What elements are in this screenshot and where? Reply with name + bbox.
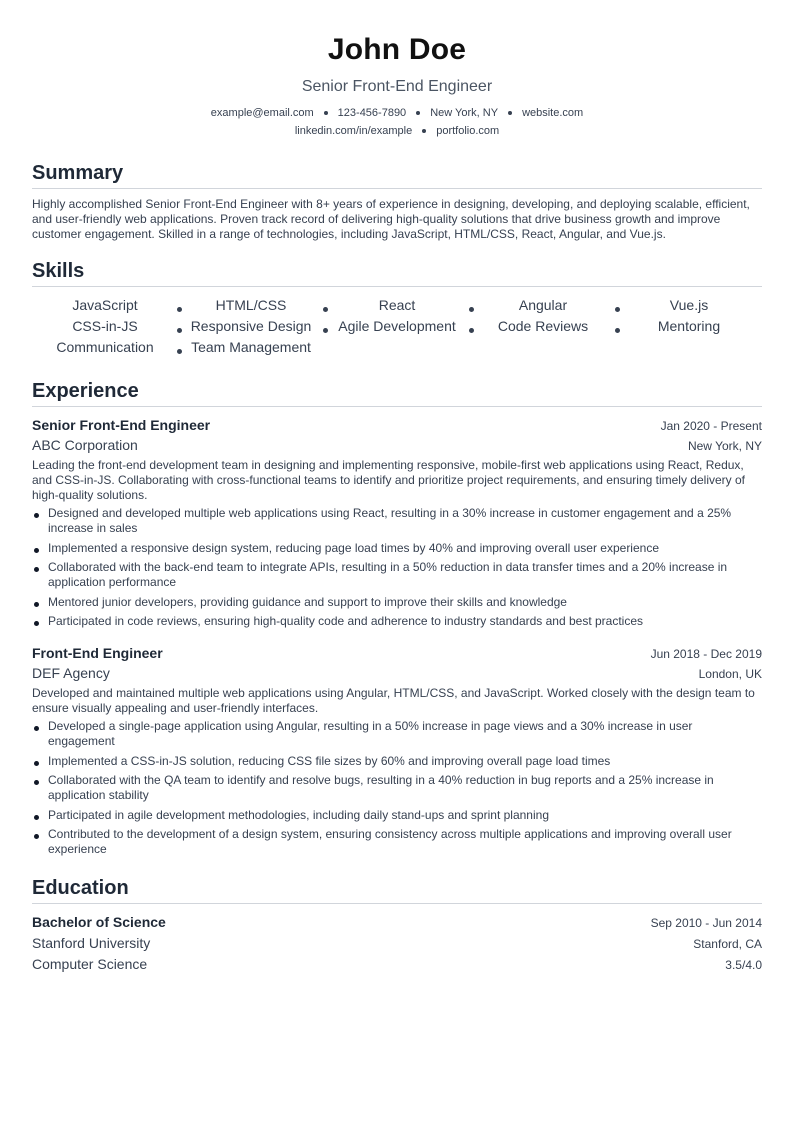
job-description: Leading the front-end development team in designing and implementing responsive, mobile-first web applications using React, Redux, and CSS-in-JS. Collaborating with cross-functional teams to identify and prioritize project requirements, and ensuring timely delivery of high-quality solutions. — [32, 458, 745, 502]
skill-item — [470, 316, 616, 337]
skill-item — [32, 295, 178, 316]
separator-dot — [416, 111, 420, 115]
education-field: Computer Science — [32, 956, 148, 972]
list-item — [32, 614, 762, 629]
contact-linkedin[interactable]: linkedin.com/in/example — [294, 125, 413, 137]
job-dates: Jan 2020 - Present — [660, 419, 762, 433]
resume-header — [32, 0, 762, 140]
skill-item — [178, 337, 324, 358]
contact-phone[interactable]: 123-456-7890 — [337, 107, 407, 119]
skill-item — [178, 295, 324, 316]
skill-label: Agile Development — [338, 318, 456, 334]
list-item — [32, 506, 762, 536]
skill-item — [324, 316, 470, 337]
achievement-text: Collaborated with the QA team to identify and resolve bugs, resulting in a 40% reduction in bug reports and a 25% increase in application stability — [48, 773, 714, 802]
bullet-dot — [34, 548, 39, 553]
education-section — [32, 875, 762, 975]
bullet-dot — [34, 513, 39, 518]
bullet-dot — [34, 761, 39, 766]
skills-heading: Skills — [32, 258, 762, 287]
job-achievements — [32, 506, 762, 629]
achievement-text: Designed and developed multiple web applications using React, resulting in a 30% increase in customer engagement and a 25% increase in sales — [48, 506, 732, 535]
contact-email[interactable]: example@email.com — [210, 107, 314, 119]
separator-dot — [508, 111, 512, 115]
skill-item — [616, 316, 762, 337]
skill-item — [32, 337, 178, 358]
job-header-row — [32, 643, 762, 663]
achievement-text: Implemented a responsive design system, reducing page load times by 40% and improving overall user experience — [48, 540, 659, 555]
skill-item — [324, 295, 470, 316]
achievement-text: Mentored junior developers, providing guidance and support to improve their skills and knowledge — [48, 594, 567, 609]
achievement-text: Collaborated with the back-end team to integrate APIs, resulting in a 50% reduction in data transfer times and a 20% increase in application performance — [48, 560, 728, 589]
contact-line-2 — [32, 122, 762, 140]
experience-section — [32, 378, 762, 857]
education-school: Stanford University — [32, 935, 151, 951]
skill-label: Code Reviews — [497, 318, 589, 334]
contact-website[interactable]: website.com — [522, 107, 584, 119]
job-company-row — [32, 663, 762, 684]
skill-label: Communication — [56, 339, 154, 355]
skill-item — [178, 316, 324, 337]
bullet-dot — [34, 815, 39, 820]
contact-location: New York, NY — [430, 107, 499, 119]
contact-info — [32, 104, 762, 140]
education-gpa: 3.5/4.0 — [725, 958, 762, 972]
summary-heading: Summary — [32, 160, 762, 189]
separator-dot — [422, 129, 426, 133]
job-role: Front-End Engineer — [32, 645, 163, 661]
skill-label: Team Management — [191, 339, 311, 355]
achievement-text: Contributed to the development of a design system, ensuring consistency across multiple applications and improving overall user experience — [48, 827, 732, 856]
achievement-text: Participated in code reviews, ensuring high-quality code and adherence to industry standards and best practices — [48, 614, 644, 628]
education-field-row — [32, 954, 762, 975]
job-description: Developed and maintained multiple web applications using Angular, HTML/CSS, and JavaScript. Worked closely with the design team to ensure visually appealing and user-friendly interfaces. — [32, 686, 755, 715]
bullet-dot — [34, 602, 39, 607]
skill-label: JavaScript — [72, 297, 138, 313]
education-school-row — [32, 933, 762, 954]
candidate-name: John Doe — [327, 33, 467, 66]
skills-grid — [32, 295, 762, 358]
list-item — [32, 719, 762, 749]
job-company: DEF Agency — [32, 665, 110, 681]
bullet-dot — [34, 780, 39, 785]
education-dates: Sep 2010 - Jun 2014 — [650, 916, 762, 930]
skill-label: React — [378, 297, 416, 313]
summary-text: Highly accomplished Senior Front-End Engineer with 8+ years of experience in designing, developing, and deploying scalable, efficient, and user-friendly web applications. Proven track record of delivering high-quality solutions that drive business growth and improve customer engagement. Skilled in a range of technologies, including JavaScript, HTML/CSS, React, Angular, and Vue.js. — [32, 197, 750, 241]
candidate-title: Senior Front-End Engineer — [301, 78, 493, 95]
list-item — [32, 773, 762, 803]
achievement-text: Implemented a CSS-in-JS solution, reducing CSS file sizes by 60% and improving overall page load times — [48, 753, 611, 768]
list-item — [32, 595, 762, 610]
skill-item — [470, 295, 616, 316]
bullet-dot — [34, 621, 39, 626]
list-item — [32, 560, 762, 590]
job-dates: Jun 2018 - Dec 2019 — [650, 647, 762, 661]
education-location: Stanford, CA — [693, 937, 762, 951]
job-achievements — [32, 719, 762, 857]
list-item — [32, 754, 762, 769]
job-location: New York, NY — [687, 439, 762, 453]
job-header-row — [32, 415, 762, 435]
skill-label: CSS-in-JS — [72, 318, 138, 334]
bullet-dot — [34, 834, 39, 839]
contact-line-1 — [32, 104, 762, 122]
skill-item — [616, 295, 762, 316]
job-company-row — [32, 435, 762, 456]
skill-item — [32, 316, 178, 337]
bullet-dot — [34, 567, 39, 572]
summary-section — [32, 160, 762, 242]
bullet-dot — [34, 726, 39, 731]
education-heading: Education — [32, 875, 762, 904]
job-entry — [32, 415, 762, 629]
separator-dot — [324, 111, 328, 115]
skill-label: Mentoring — [657, 318, 721, 334]
skill-label: Responsive Design — [190, 318, 312, 334]
achievement-text: Participated in agile development methodologies, including daily stand-ups and sprint planning — [48, 807, 549, 822]
job-location: London, UK — [698, 667, 762, 681]
job-company: ABC Corporation — [32, 437, 138, 453]
skill-label: HTML/CSS — [215, 297, 287, 313]
education-degree: Bachelor of Science — [32, 914, 166, 930]
list-item — [32, 808, 762, 823]
list-item — [32, 541, 762, 556]
job-entry — [32, 643, 762, 857]
skills-section — [32, 258, 762, 358]
skill-label: Vue.js — [669, 297, 709, 313]
education-degree-row — [32, 912, 762, 933]
contact-portfolio[interactable]: portfolio.com — [436, 125, 500, 137]
job-role: Senior Front-End Engineer — [32, 417, 211, 433]
experience-heading: Experience — [32, 378, 762, 407]
list-item — [32, 827, 762, 857]
achievement-text: Developed a single-page application using Angular, resulting in a 50% increase in page views and a 30% increase in user engagement — [48, 719, 693, 748]
skill-label: Angular — [518, 297, 568, 313]
